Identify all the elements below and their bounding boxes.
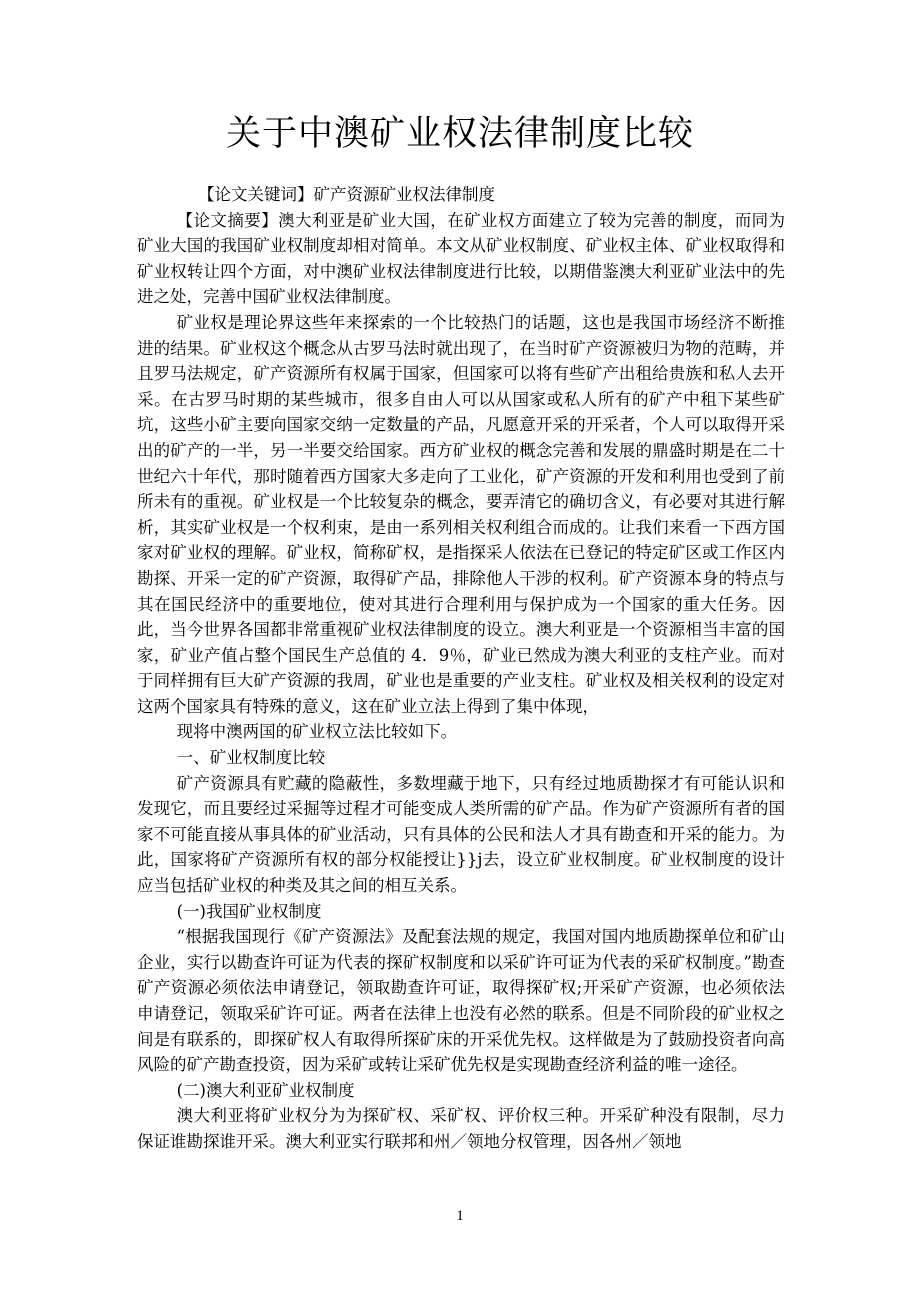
body-paragraph: 澳大利亚将矿业权分为为探矿权、采矿权、评价权三种。开采矿种没有限制，尽力保证谁勘探谁开采。澳大利亚实行联邦和州／领地分权管理，因各州／领地: [137, 1106, 785, 1151]
keywords-text: 矿产资源矿业权法律制度: [313, 185, 496, 204]
subsection-heading: (二)澳大利亚矿业权制度: [176, 1080, 355, 1100]
document-body: [137, 182, 785, 1155]
keywords-line: [137, 182, 785, 208]
subsection-heading: (一)我国矿业权制度: [176, 901, 322, 921]
section-heading: 一、矿业权制度比较: [176, 748, 326, 768]
abstract-paragraph: [137, 208, 785, 310]
abstract-label: 【论文摘要】: [176, 210, 279, 230]
body-paragraph: 矿产资源具有贮藏的隐蔽性，多数埋藏于地下，只有经过地质勘探才有可能认识和发现它，而且要经过采掘等过程才可能变成人类所需的矿产品。作为矿产资源所有者的国家不可能直接从事具体的矿业活动，只有具体的公民和法人才具有勘查和开采的能力。为此，国家将矿产资源所有权的部分权能授让}}j去，设立矿业权制度。矿业权制度的设计应当包括矿业权的种类及其之间的相互关系。: [137, 773, 785, 896]
body-paragraph: 现将中澳两国的矿业权立法比较如下。: [176, 722, 458, 742]
document-title: 关于中澳矿业权法律制度比较: [225, 114, 694, 154]
body-paragraph: 矿业权是理论界这些年来探索的一个比较热门的话题，这也是我国市场经济不断推进的结果。矿业权这个概念从古罗马法时就出现了，在当时矿产资源被归为物的范畴，并且罗马法规定，矿产资源所有权属于国家，但国家可以将有些矿产出租给贵族和私人去开采。在古罗马时期的某些城市，很多自由人可以从国家或私人所有的矿产中租下某些矿坑，这些小矿主要向国家交纳一定数量的产品，凡愿意开采的开采者，个人可以取得开采出的矿产的一半，另一半要交给国家。西方矿业权的概念完善和发展的鼎盛时期是在二十世纪六十年代，那时随着西方国家大多走向了工业化，矿产资源的开发和利用也受到了前所未有的重视。矿业权是一个比较复杂的概念，要弄清它的确切含义，有必要对其进行解析，其实矿业权是一个权利束，是由一系列相关权利组合而成的。让我们来看一下西方国家对矿业权的理解。矿业权，简称矿权，是指探采人依法在已登记的特定矿区或工作区内勘探、开采一定的矿产资源，取得矿产品，排除他人干涉的权利。矿产资源本身的特点与其在国民经济中的重要地位，使对其进行合理利用与保护成为一个国家的重大任务。因此，当今世界各国都非常重视矿业权法律制度的设立。澳大利亚是一个资源相当丰富的国家，矿业产值占整个国民生产总值的 4．9％，矿业已然成为澳大利亚的支柱产业。而对于同样拥有巨大矿产资源的我周，矿业也是重要的产业支柱。矿业权及相关权利的设定对这两个国家具有特殊的意义，这在矿业立法上得到了集中体现，: [137, 312, 785, 716]
keywords-label: 【论文关键词】: [198, 185, 314, 204]
page-number: 1: [456, 1208, 464, 1224]
body-paragraph: “根据我国现行《矿产资源法》及配套法规的规定，我国对国内地质勘探单位和矿山企业，实行以勘查许可证为代表的探矿权制度和以采矿许可证为代表的采矿权制度。”勘查矿产资源必须依法申请登记，领取勘查许可证，取得探矿权;开采矿产资源，也必须依法申请登记，领取采矿许可证。两者在法律上也没有必然的联系。但是不同阶段的矿业权之间是有联系的，即探矿权人有取得所探矿床的开采优先权。这样做是为了鼓励投资者向高风险的矿产勘查投资，因为采矿或转让采矿优先权是实现勘查经济利益的唯一途径。: [137, 927, 785, 1075]
abstract-text: 澳大利亚是矿业大国，在矿业权方面建立了较为完善的制度，而同为矿业大国的我国矿业权制度却相对简单。本文从矿业权制度、矿业权主体、矿业权取得和矿业权转让四个方面，对中澳矿业权法律制度进行比较，以期借鉴澳大利亚矿业法中的先进之处，完善中国矿业权法律制度。: [137, 210, 786, 307]
